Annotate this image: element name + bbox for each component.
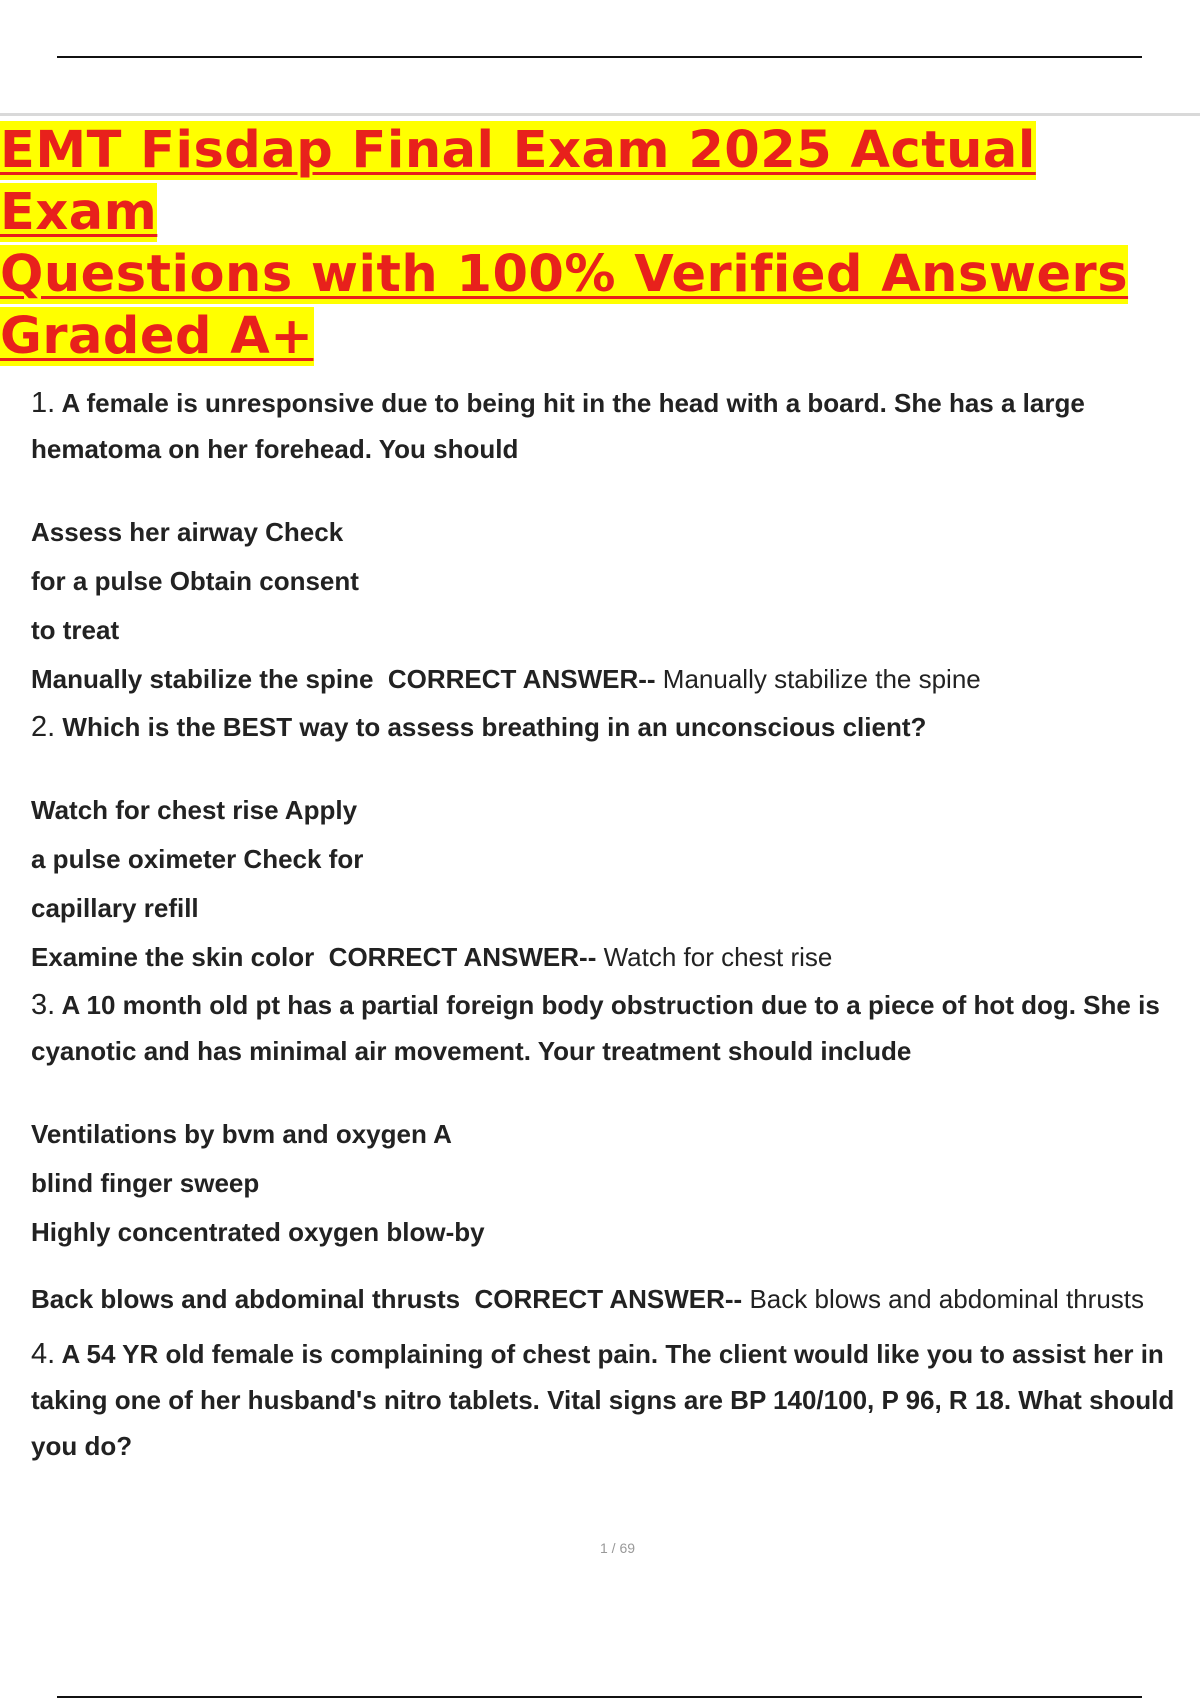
last-option: Examine the skin color: [31, 942, 315, 972]
answer-line: [31, 655, 1181, 704]
question-4: [31, 1331, 1181, 1469]
question-1: [31, 380, 1181, 704]
last-option: Back blows and abdominal thrusts: [31, 1284, 461, 1314]
bottom-rule: [57, 1696, 1142, 1698]
option-list: [31, 786, 1181, 933]
question-number: 2.: [31, 711, 56, 743]
option-line: to treat: [31, 615, 120, 645]
question-text: A 54 YR old female is complaining of chest pain. The client would like you to assist her in taking one of her husband's nitro tablets. Vital signs are BP 140/100, P 96, R 18. What should you do?: [31, 1339, 1175, 1461]
document-title: [0, 116, 1200, 368]
answer-label: CORRECT ANSWER--: [474, 1284, 743, 1314]
question-2: [31, 704, 1181, 982]
question-number: 4.: [31, 1338, 56, 1370]
title-line-3: Graded A+: [0, 307, 314, 366]
answer-line: [31, 1283, 1181, 1315]
question-3: [31, 982, 1181, 1315]
question-stem: [31, 1331, 1181, 1469]
answer-label: CORRECT ANSWER--: [387, 664, 656, 694]
option-line: Watch for chest rise Apply: [31, 795, 358, 825]
correct-answer: Watch for chest rise: [603, 942, 833, 972]
option-line: Ventilations by bvm and oxygen A: [31, 1119, 452, 1149]
correct-answer: Manually stabilize the spine: [662, 664, 981, 694]
question-text: A female is unresponsive due to being hit in the head with a board. She has a large hematoma on her forehead. You should: [31, 388, 1085, 464]
question-text: A 10 month old pt has a partial foreign body obstruction due to a piece of hot dog. She is cyanotic and has minimal air movement. Your treatment should include: [31, 990, 1160, 1066]
question-list: [31, 380, 1181, 1469]
option-list: [31, 1110, 1181, 1257]
question-stem: [31, 380, 1181, 472]
option-line: Highly concentrated oxygen blow-by: [31, 1217, 485, 1247]
answer-line: [31, 933, 1181, 982]
answer-label: CORRECT ANSWER--: [328, 942, 597, 972]
title-line-2: Questions with 100% Verified Answers: [0, 245, 1129, 304]
page-number: 1 / 69: [599, 1540, 636, 1556]
option-line: for a pulse Obtain consent: [31, 566, 359, 596]
option-line: blind finger sweep: [31, 1168, 260, 1198]
question-text: Which is the BEST way to assess breathing in an unconscious client?: [62, 712, 927, 742]
question-number: 3.: [31, 989, 56, 1021]
option-list: [31, 508, 1181, 655]
correct-answer: Back blows and abdominal thrusts: [749, 1284, 1144, 1314]
option-line: capillary refill: [31, 893, 199, 923]
top-rule: [57, 56, 1142, 58]
option-line: Assess her airway Check: [31, 517, 344, 547]
option-line: a pulse oximeter Check for: [31, 844, 364, 874]
last-option: Manually stabilize the spine: [31, 664, 374, 694]
title-block: [0, 113, 1200, 368]
question-number: 1.: [31, 387, 56, 419]
title-line-1: EMT Fisdap Final Exam 2025 Actual Exam: [0, 121, 1036, 242]
question-stem: [31, 982, 1181, 1074]
question-stem: [31, 704, 1181, 750]
